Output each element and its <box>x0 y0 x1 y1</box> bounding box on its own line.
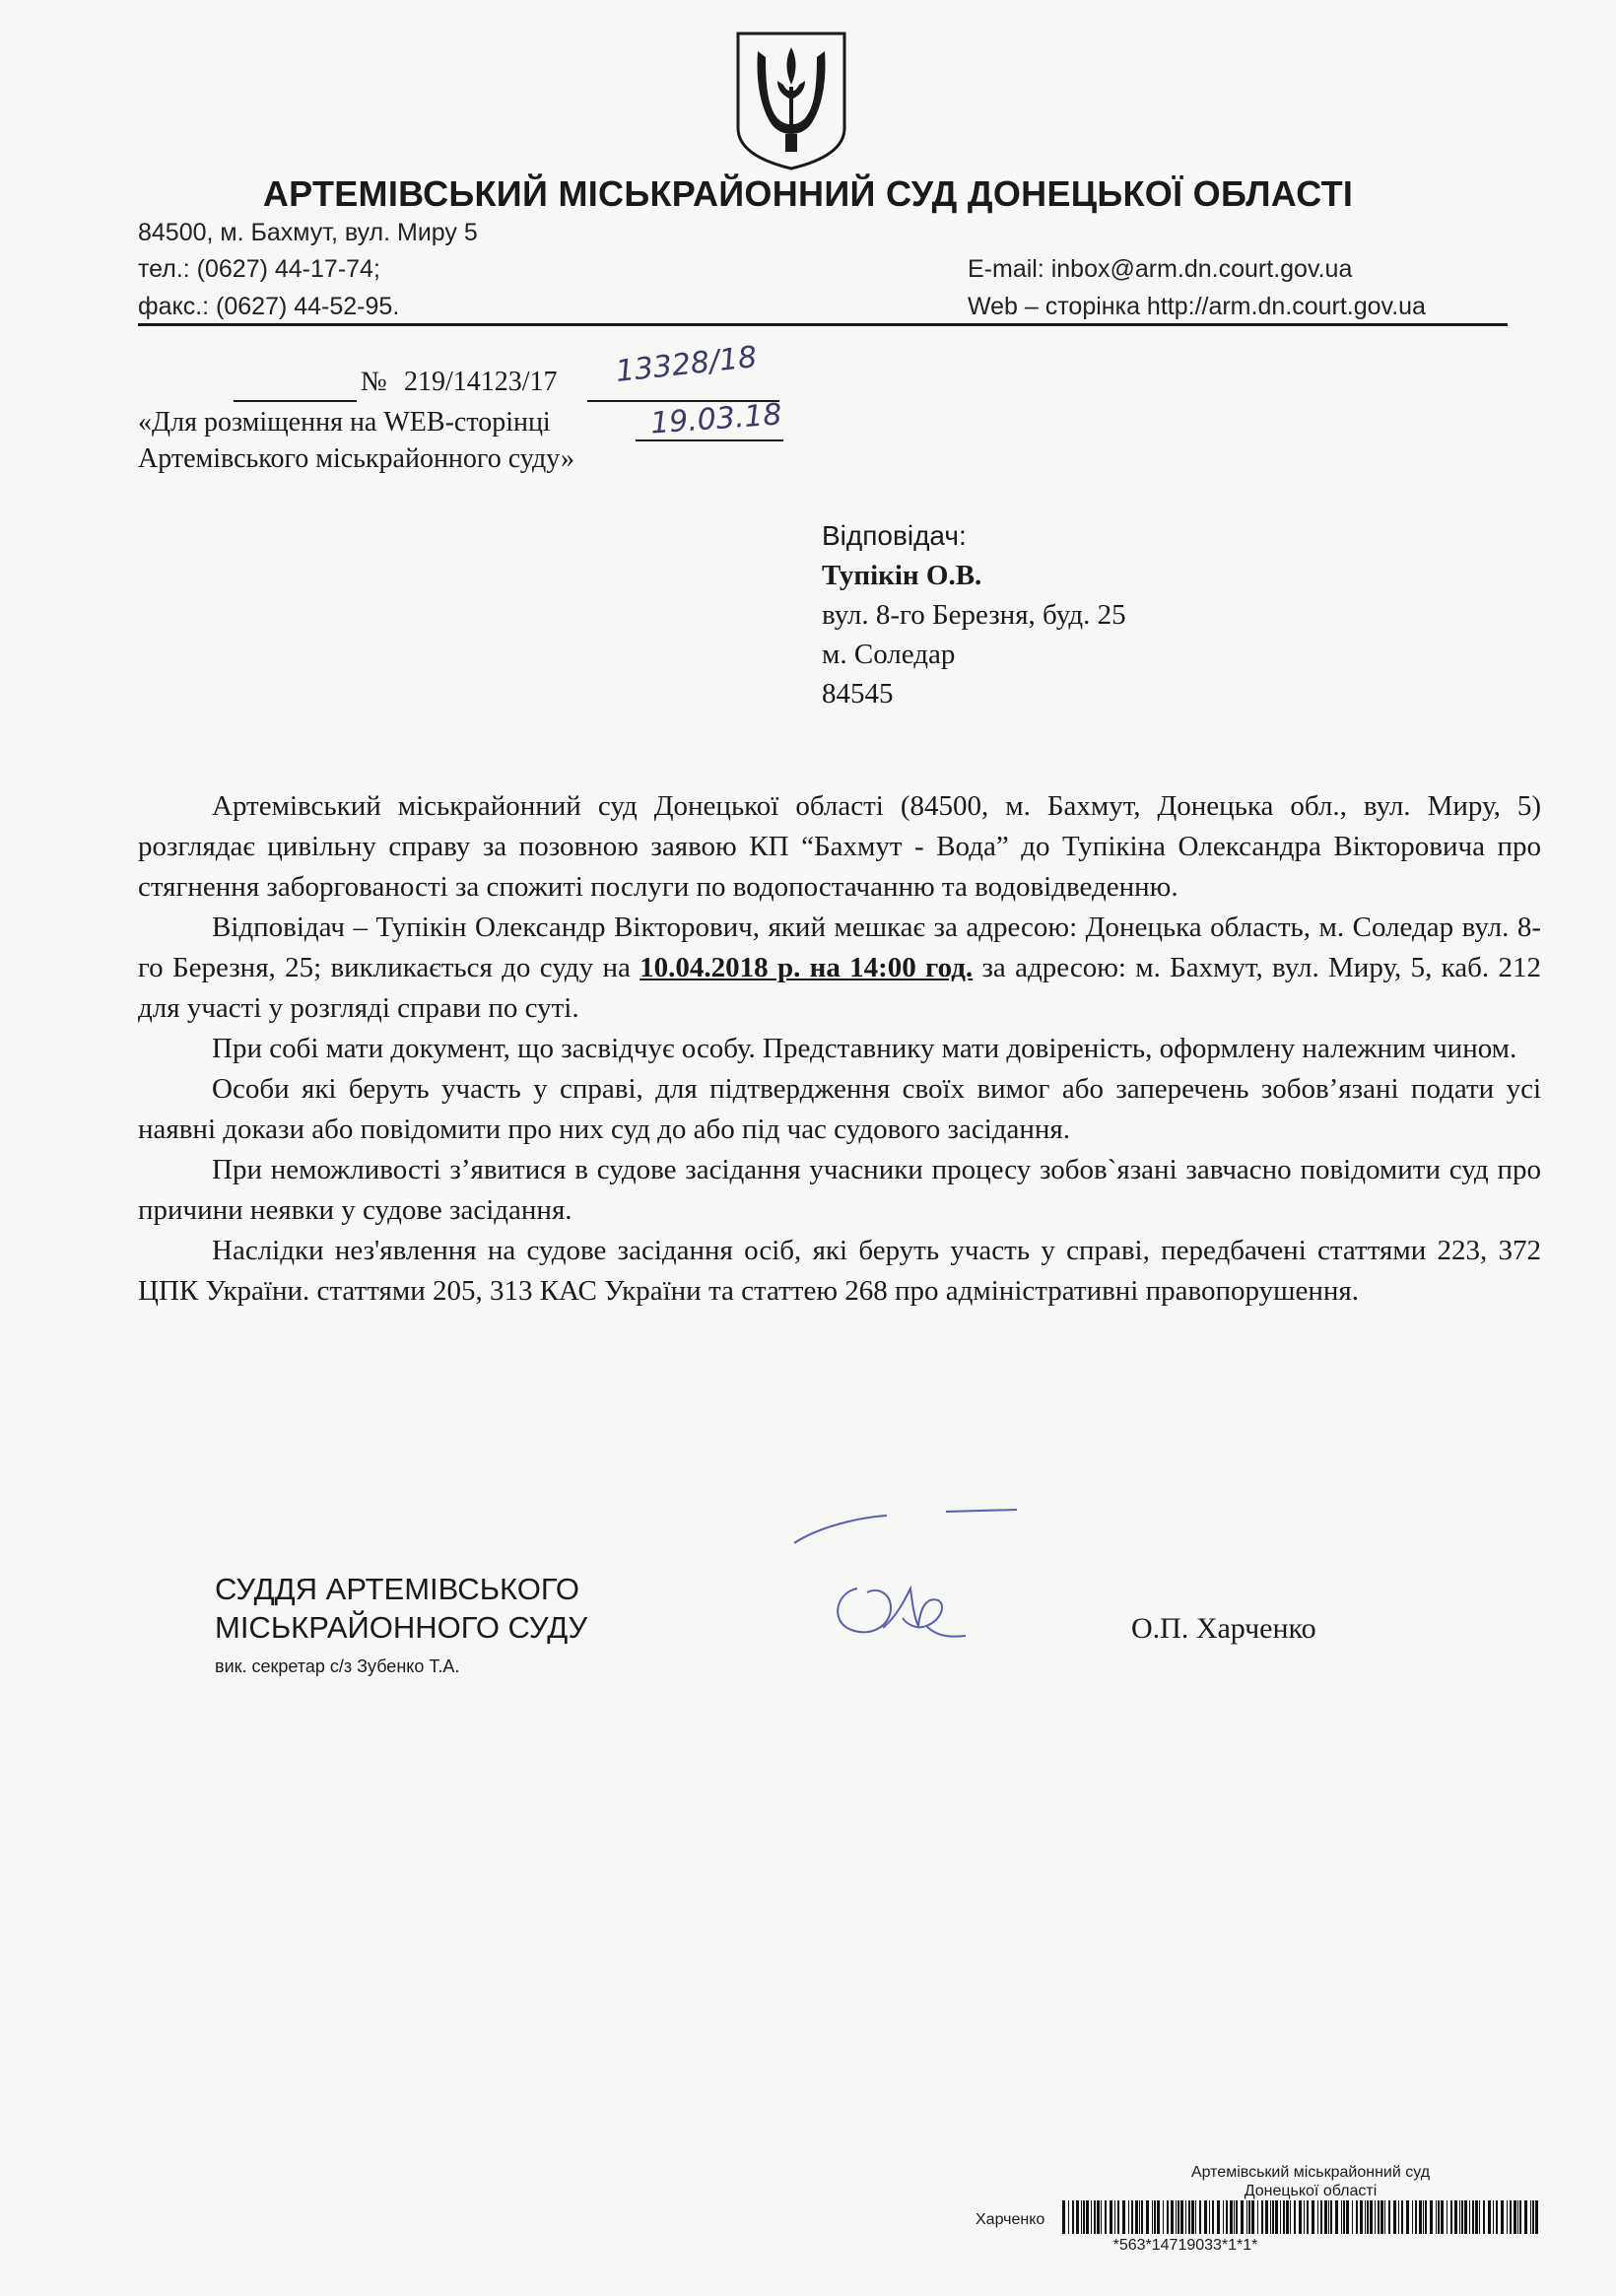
recipient-name: Тупікін О.В. <box>822 560 982 591</box>
registration-stamp-line-2: Донецької області <box>1244 2183 1378 2199</box>
hearing-datetime: 10.04.2018 р. на 14:00 год. <box>640 952 974 983</box>
placement-note-line-2: Артемівського міськрайонного суду» <box>138 443 574 474</box>
barcode-number: *563*14719033*1*1* <box>1112 2237 1258 2254</box>
paragraph-documents: При собі мати документ, що засвідчує особу. Представнику мати довіреність, оформлену належним чином. <box>212 1033 1517 1064</box>
barcode-icon <box>1062 2200 1545 2234</box>
summons-text-after: за адресою: м. Бахмут, вул. Миру, 5, каб. 212 для участі у розгляді справи по суті. <box>138 952 1541 1024</box>
coat-of-arms-icon <box>732 30 850 172</box>
placement-note-line-1: «Для розміщення на WEB-сторінці <box>138 407 551 438</box>
signer-title-line-2: МІСЬКРАЙОННОГО СУДУ <box>215 1610 588 1645</box>
recipient-label: Відповідач: <box>822 520 967 551</box>
signer-title-line-1: СУДДЯ АРТЕМІВСЬКОГО <box>215 1572 580 1606</box>
paragraph-summons <box>138 908 1541 1029</box>
court-name: АРТЕМІВСЬКИЙ МІСЬКРАЙОННИЙ СУД ДОНЕЦЬКОЇ ОБЛАСТІ <box>262 173 1354 214</box>
court-website: Web – сторінка http://arm.dn.court.gov.ua <box>968 293 1426 320</box>
paragraph-absence: При неможливості з’явитися в судове засідання учасники процесу зобов`язані завчасно повідомити суд про причини неявки у судове засідання. <box>138 1154 1541 1226</box>
handwritten-date: 19.03.18 <box>648 397 783 441</box>
recipient-zip: 84545 <box>822 678 894 709</box>
court-fax: факс.: (0627) 44-52-95. <box>138 293 400 320</box>
header-divider <box>138 323 1508 326</box>
recipient-city: м. Соледар <box>822 639 956 670</box>
number-label: № <box>361 367 387 397</box>
court-address: 84500, м. Бахмут, вул. Миру 5 <box>138 219 478 246</box>
paragraph-consequences: Наслідки нез'явлення на судове засідання осіб, які беруть участь у справі, передбачені статтями 223, 372 ЦПК України. статтями 205, 313 КАС України та статтею 268 про адміністративні правопорушення. <box>138 1235 1541 1307</box>
letter-body <box>138 786 1541 1312</box>
date-underline <box>636 439 783 441</box>
registration-stamp-line-1: Артемівський міськрайонний суд <box>1190 2164 1431 2181</box>
court-phone: тел.: (0627) 44-17-74; <box>138 255 380 283</box>
handwritten-outgoing-number: 13328/18 <box>614 340 759 389</box>
secretary-note: вик. секретар с/з Зубенко Т.А. <box>215 1656 460 1676</box>
case-number: 219/14123/17 <box>404 367 558 397</box>
summons-text-before: Відповідач – Тупікін Олександр Вікторович, який мешкає за адресою: Донецька область, м. Соледар вул. 8-го Березня, 25; викликається до суду на <box>138 912 1541 983</box>
barcode-owner: Харченко <box>976 2211 1045 2228</box>
court-email: E-mail: inbox@arm.dn.court.gov.ua <box>968 255 1353 283</box>
handwritten-signature <box>788 1498 1044 1665</box>
recipient-street: вул. 8-го Березня, буд. 25 <box>822 599 1126 631</box>
number-blank-line <box>234 400 357 402</box>
paragraph-evidence: Особи які беруть участь у справі, для підтвердження своїх вимог або заперечень зобов’язані подати усі наявні докази або повідомити про них суд до або під час судового засідання. <box>138 1073 1541 1145</box>
judge-name: О.П. Харченко <box>1131 1612 1316 1645</box>
paragraph-case: Артемівський міськрайонний суд Донецької області (84500, м. Бахмут, Донецька обл., вул. Миру, 5) розглядає цивільну справу за позовною заявою КП “Бахмут - Вода” до Тупікіна Олександра Вікторовича про стягнення заборгованості за спожиті послуги по водопостачанню та водовідведенню. <box>138 790 1541 903</box>
